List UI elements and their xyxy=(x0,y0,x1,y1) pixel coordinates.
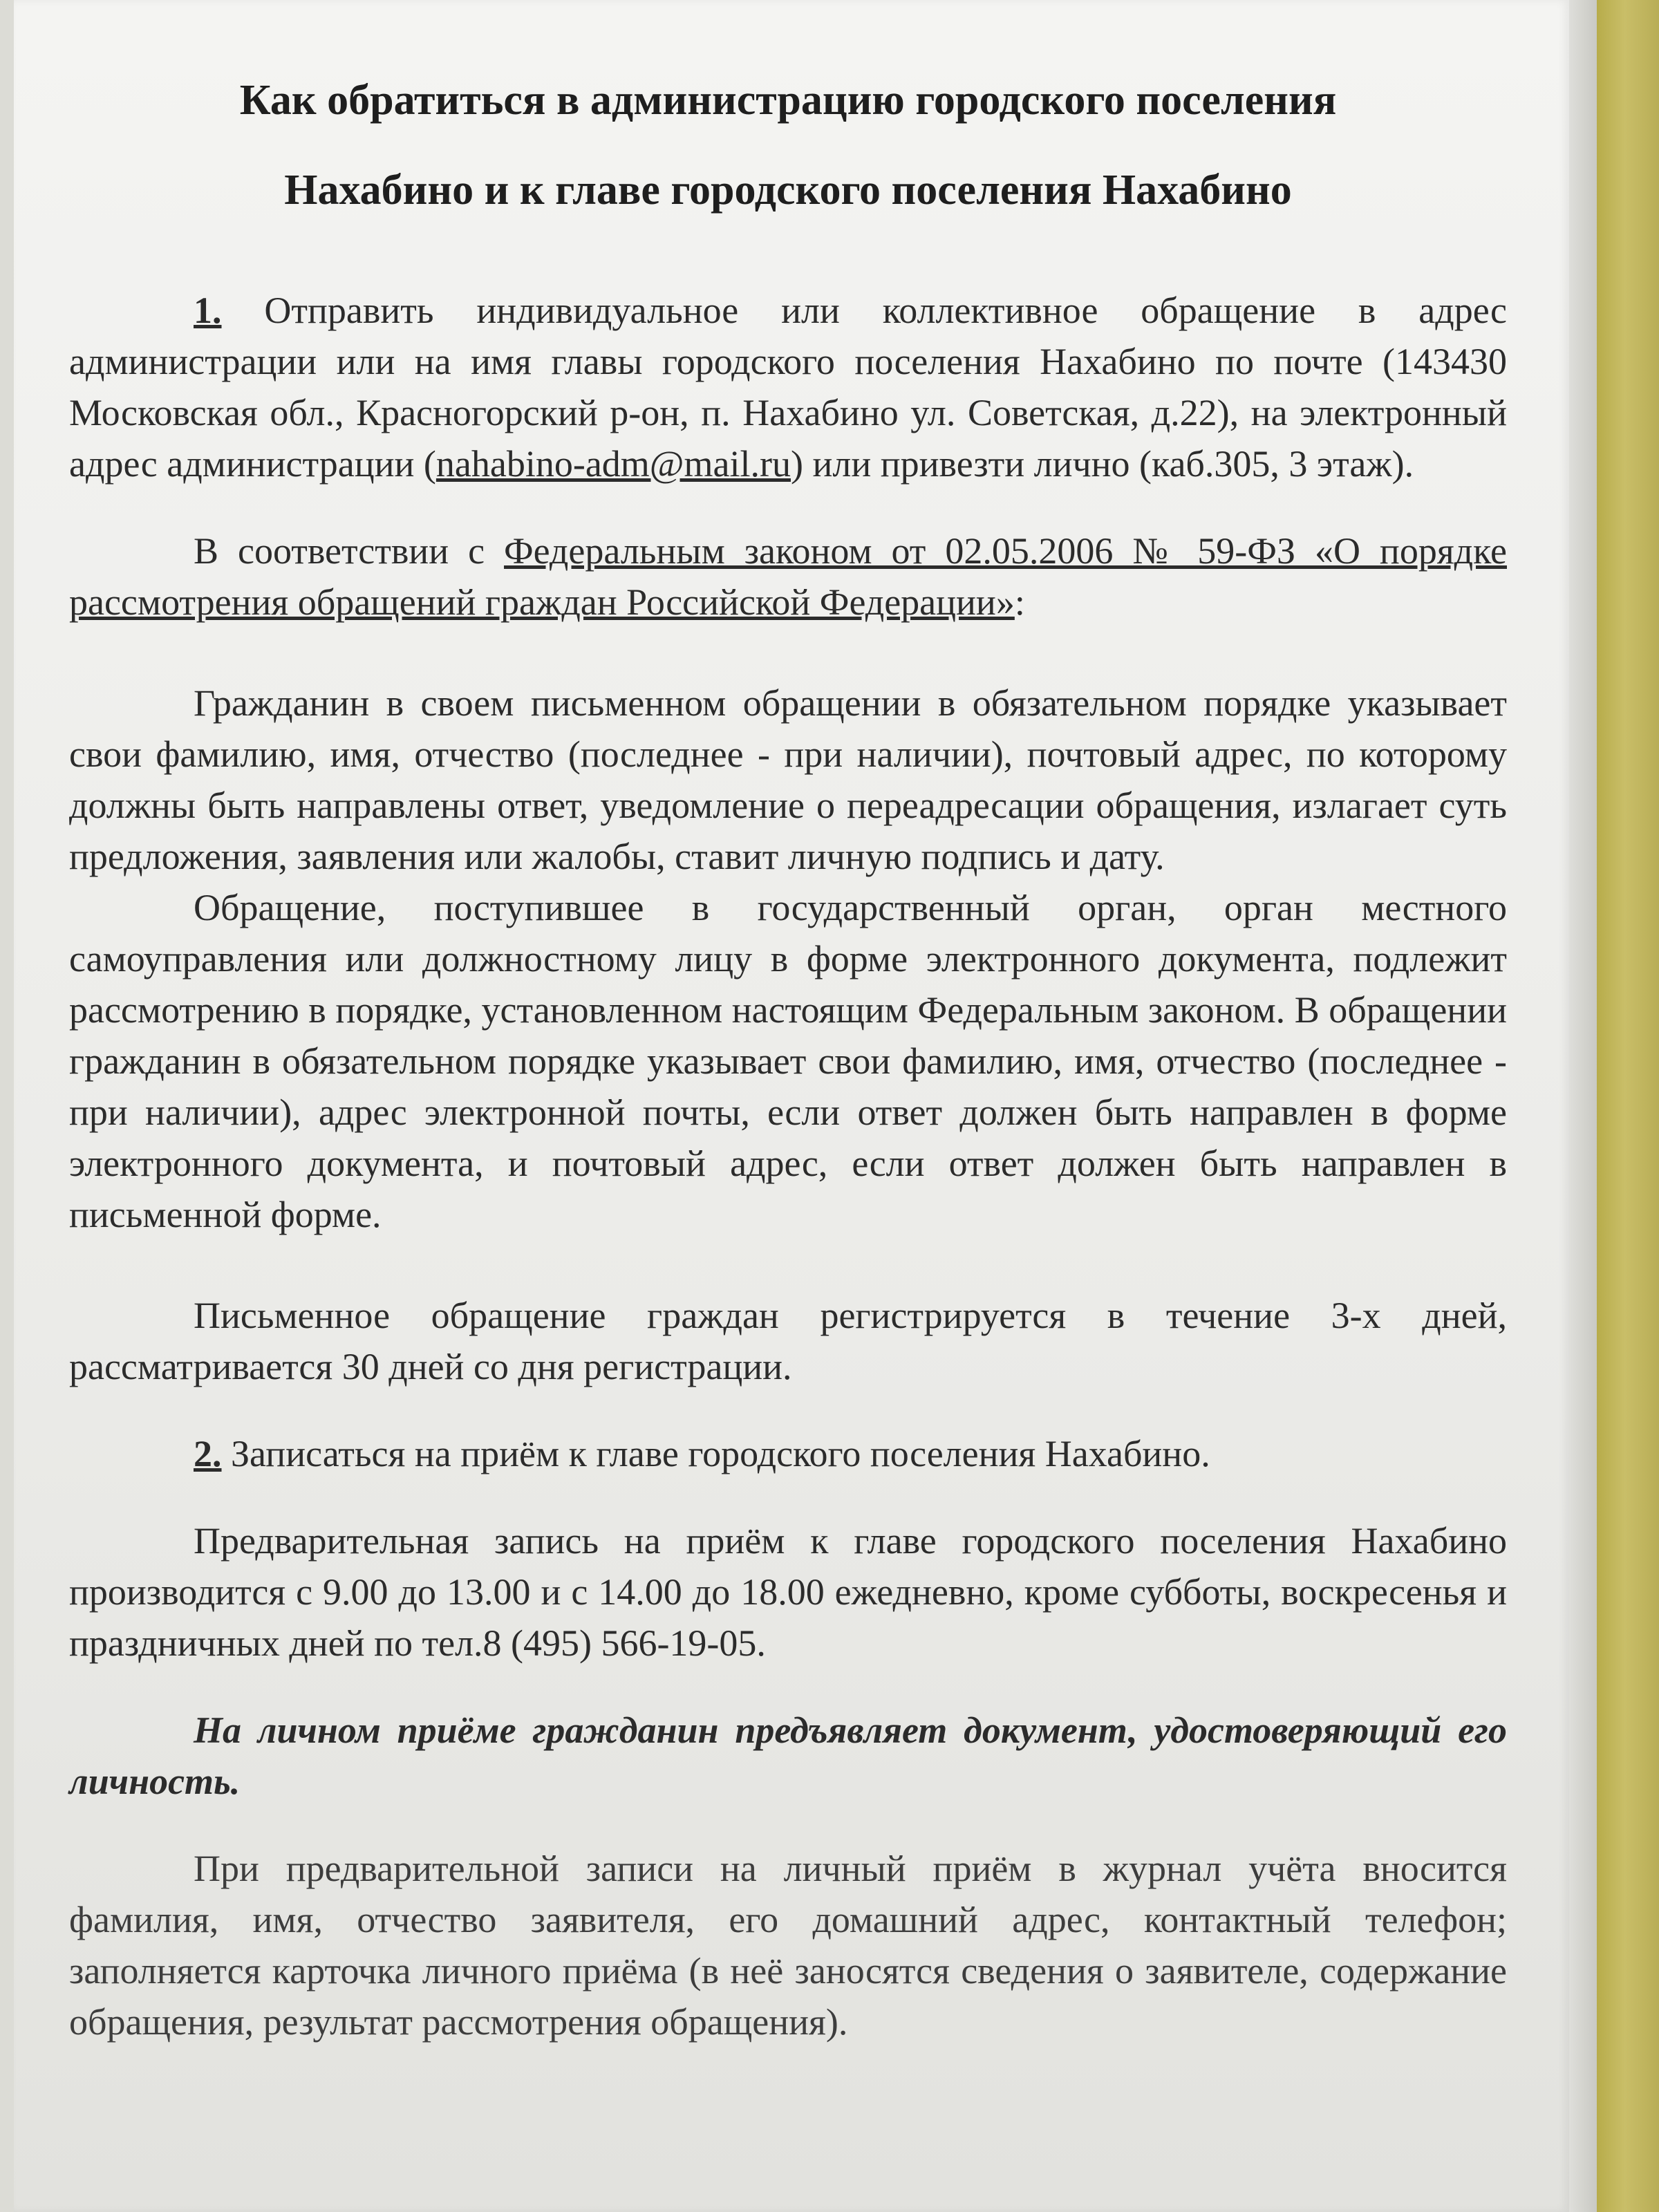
title-line-2: Нахабино и к главе городского поселения Нахабино xyxy=(284,167,1292,214)
section-1-number: 1. xyxy=(194,290,222,331)
id-notice-paragraph: На личном приёме гражданин предъявляет документ, удостоверяющий его личность. xyxy=(69,1709,1507,1802)
schedule-paragraph: Предварительная запись на приём к главе городского поселения Нахабино производится с 9.00 до 13.00 и с 14.00 до 18.00 ежедневно, кроме субботы, воскресенья и праздничных дней по тел.8 (495) 566-19-05. xyxy=(69,1520,1507,1664)
notice-sheet xyxy=(14,0,1569,2212)
written-request-paragraph: Гражданин в своем письменном обращении в обязательном порядке указывает свои фамилию, имя, отчество (последнее - при наличии), почтовый адрес, по которому должны быть направлены ответ, уведомление о переадресации обращения, излагает суть предложения, заявления или жалобы, ставит личную подпись и дату. xyxy=(69,682,1507,877)
notice-title xyxy=(69,55,1507,235)
journal-paragraph: При предварительной записи на личный приём в журнал учёта вносится фамилия, имя, отчество заявителя, его домашний адрес, контактный телефон; заполняется карточка личного приёма (в неё заносятся сведения о заявителе, содержание обращения, результат рассмотрения обращения). xyxy=(69,1848,1507,2043)
title-line-1: Как обратиться в администрацию городского поселения xyxy=(239,77,1337,124)
law-suffix: : xyxy=(1014,581,1025,623)
section-2-heading-text: Записаться на приём к главе городского поселения Нахабино. xyxy=(231,1433,1210,1474)
notice-content xyxy=(69,55,1507,2047)
law-title: Федеральным законом от 02.05.2006 № 59-ФЗ «О порядке рассмотрения обращений граждан Российской Федерации» xyxy=(69,530,1507,623)
admin-email-link[interactable]: nahabino-adm@mail.ru xyxy=(435,443,791,485)
registration-paragraph: Письменное обращение граждан регистрируется в течение 3-х дней, рассматривается 30 дней со дня регистрации. xyxy=(69,1295,1507,1387)
wall-background xyxy=(1597,0,1659,2212)
section-2-number: 2. xyxy=(194,1433,222,1474)
section-1-paragraph xyxy=(69,285,1507,489)
law-prefix: В соответствии с xyxy=(194,530,505,572)
section-1-text-end: ) или привезти лично (каб.305, 3 этаж). xyxy=(791,443,1414,485)
electronic-request-paragraph: Обращение, поступившее в государственный орган, орган местного самоуправления или должностному лицу в форме электронного документа, подлежит рассмотрению в порядке, установленном настоящим Федеральным законом. В обращении гражданин в обязательном порядке указывает свои фамилию, имя, отчество (последнее - при наличии), адрес электронной почты, если ответ должен быть направлен в форме электронного документа, и почтовый адрес, если ответ должен быть направлен в письменной форме. xyxy=(69,887,1507,1235)
law-reference-paragraph xyxy=(69,525,1507,628)
section-2-heading xyxy=(69,1428,1507,1479)
section-1-text: Отправить индивидуальное или коллективное обращение в адрес администрации или на имя главы городского поселения Нахабино по почте (143430 Московская обл., Красногорский р-он, п. Нахабино ул. Советская, д.22), на электронный адрес администрации ( xyxy=(69,290,1508,485)
